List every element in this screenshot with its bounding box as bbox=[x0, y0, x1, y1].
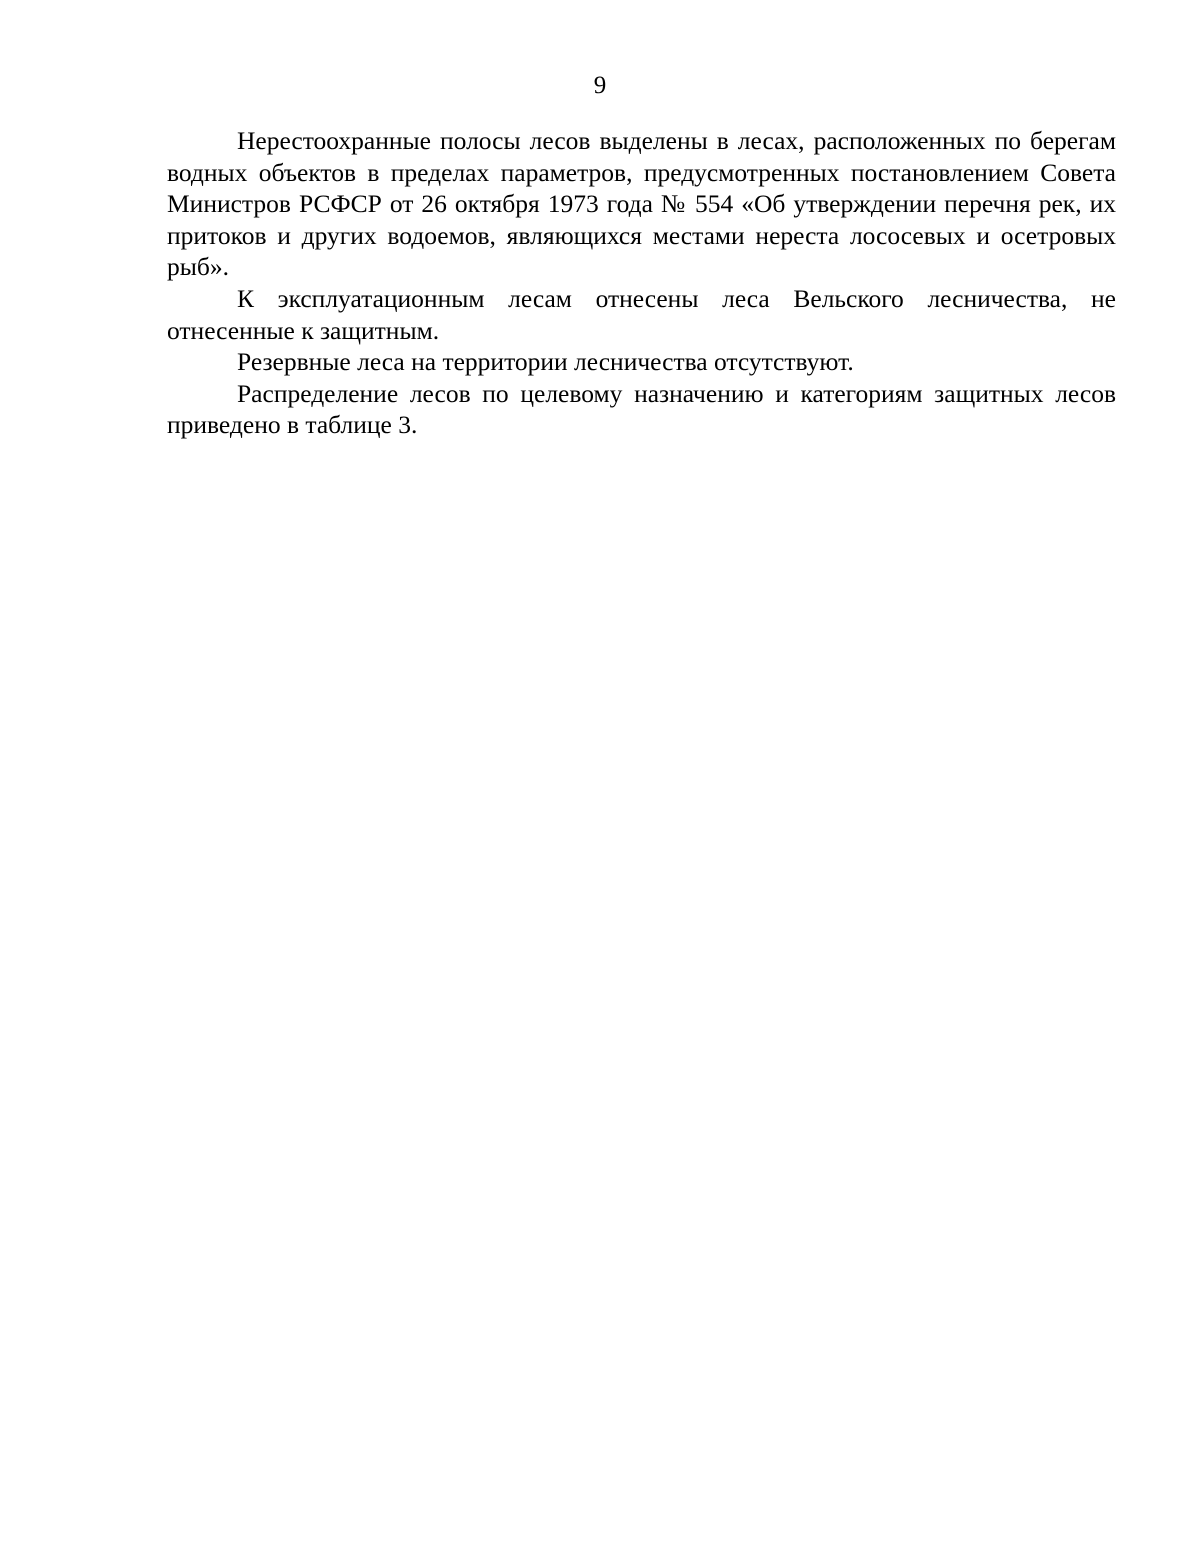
paragraph-forest-distribution: Распределение лесов по целевому назначению и категориям защитных лесов приведено в таблице 3. bbox=[167, 378, 1116, 440]
paragraph-exploitation-forests: К эксплуатационным лесам отнесены леса Вельского лесничества, не отнесенные к защитным. bbox=[167, 283, 1116, 345]
paragraph-spawning-protection-forests: Нерестоохранные полосы лесов выделены в лесах, расположенных по берегам водных объектов в пределах параметров, предусмотренных постановлением Совета Министров РСФСР от 26 октября 1973 года № 554 «Об утверждении перечня рек, их притоков и других водоемов, являющихся местами нереста лососевых и осетровых рыб». bbox=[167, 126, 1116, 282]
page-number: 9 bbox=[593, 72, 607, 99]
paragraph-reserve-forests: Резервные леса на территории лесничества отсутствуют. bbox=[237, 347, 854, 377]
document-body bbox=[167, 125, 1116, 441]
